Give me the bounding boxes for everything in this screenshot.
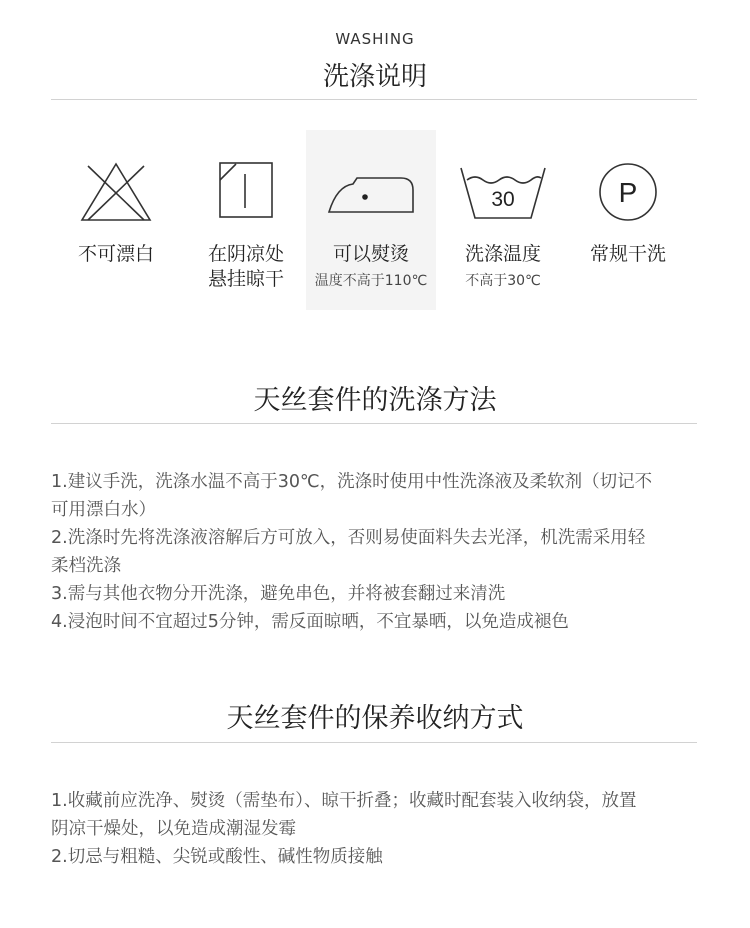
text-line: 可用漂白水） [51, 500, 156, 520]
care-label: 在阴凉处 悬挂晾干 [207, 243, 284, 290]
divider [51, 742, 697, 743]
care-item-wash-30 [433, 130, 573, 310]
text-line: 柔档洗涤 [51, 556, 121, 576]
washing-instructions [51, 468, 701, 636]
care-item-dry-in-shade [176, 130, 316, 310]
care-sub: 不高于30℃ [465, 273, 541, 289]
text-line: 阴凉干燥处，以免造成潮湿发霉 [51, 819, 296, 839]
dry-clean-letter: P [618, 177, 638, 208]
divider [51, 99, 697, 100]
care-sub: 温度不高于110℃ [314, 273, 428, 289]
divider [51, 423, 697, 424]
text-line: 1.建议手洗，洗涤水温不高于30℃，洗涤时使用中性洗涤液及柔软剂（切记不 [51, 472, 653, 492]
text-line: 1.收藏前应洗净、熨烫（需垫布）、晾干折叠；收藏时配套装入收纳袋，放置 [51, 791, 637, 811]
text-line: 3.需与其他衣物分开洗涤，避免串色，并将被套翻过来清洗 [51, 584, 506, 604]
care-label: 常规干洗 [589, 243, 666, 265]
dry-clean-p-icon [596, 160, 660, 224]
header-label: WASHING [335, 30, 415, 48]
care-icons-row [0, 130, 750, 310]
iron-icon [323, 160, 419, 220]
text-line: 2.洗涤时先将洗涤液溶解后方可放入，否则易使面料失去光泽，机洗需采用轻 [51, 528, 646, 548]
washing-section-title: 天丝套件的洗涤方法 [253, 385, 497, 416]
dry-in-shade-icon [216, 160, 276, 220]
wash-temp-text: 30 [491, 188, 515, 211]
care-item-dry-clean [558, 130, 698, 310]
page-title: 洗涤说明 [322, 62, 427, 92]
text-line: 2.切忌与粗糙、尖锐或酸性、碱性物质接触 [51, 847, 383, 867]
care-item-no-bleach [46, 130, 186, 310]
no-bleach-icon [78, 160, 154, 224]
care-label: 不可漂白 [77, 243, 154, 265]
care-label: 可以熨烫 [332, 243, 409, 265]
care-label: 洗涤温度 [464, 243, 541, 265]
care-section-title: 天丝套件的保养收纳方式 [226, 703, 524, 734]
wash-30-icon [457, 160, 549, 224]
care-item-iron [301, 130, 441, 310]
text-line: 4.浸泡时间不宜超过5分钟，需反面晾晒，不宜暴晒，以免造成褪色 [51, 612, 569, 632]
care-instructions [51, 787, 701, 871]
